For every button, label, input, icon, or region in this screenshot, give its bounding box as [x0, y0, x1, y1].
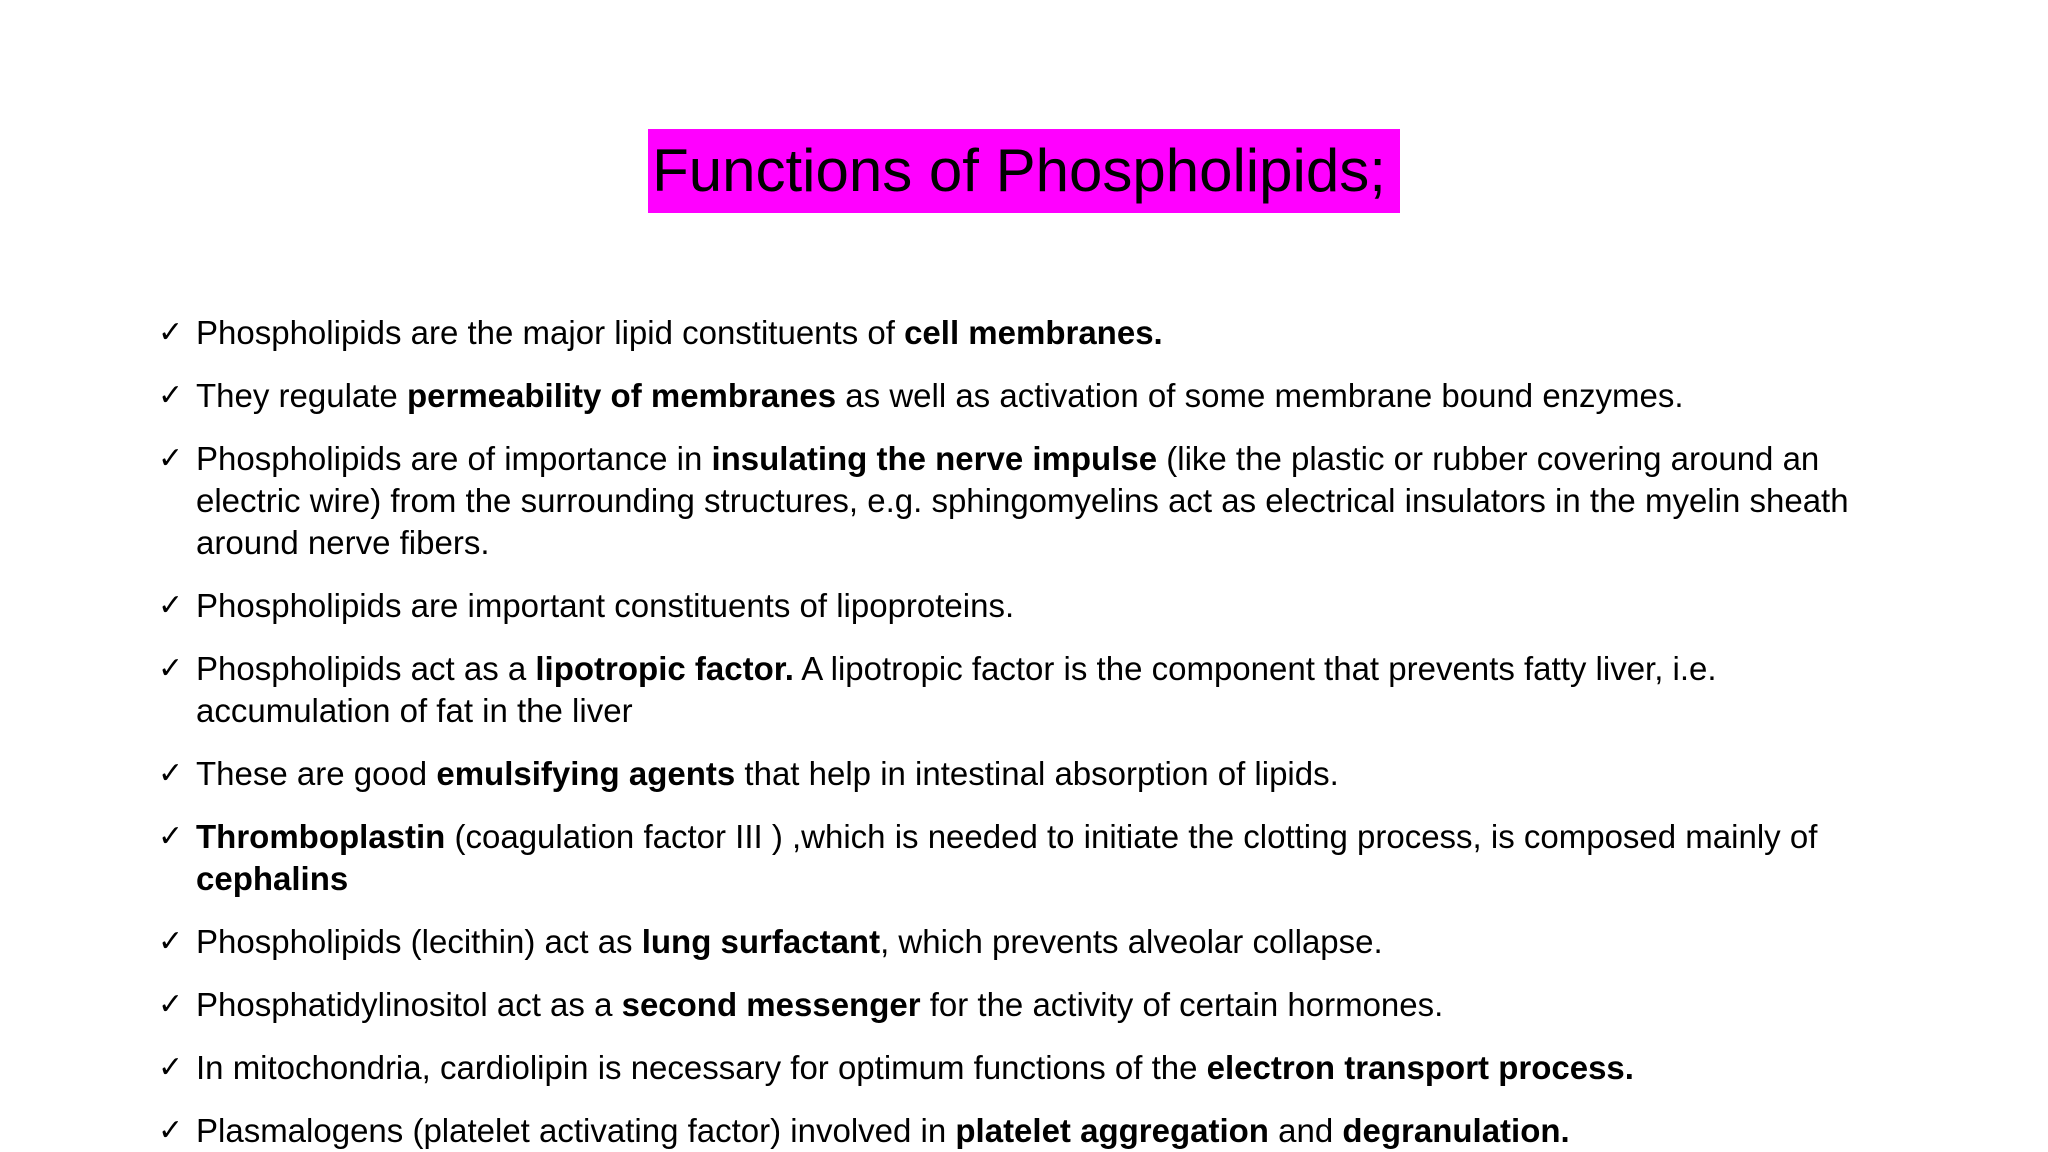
- text-run: Phosphatidylinositol act as a: [196, 986, 622, 1023]
- bold-term: insulating the nerve impulse: [711, 440, 1158, 477]
- bullet-item: [158, 816, 1918, 900]
- bold-term: degranulation.: [1342, 1112, 1570, 1149]
- title-container: [0, 129, 2048, 213]
- text-run: Phospholipids are important constituents of lipoproteins.: [196, 587, 1015, 624]
- text-run: They regulate: [196, 377, 407, 414]
- bullet-text: [196, 440, 1849, 561]
- bullet-item: [158, 585, 1918, 627]
- text-run: A lipotropic factor is the component that prevents fatty liver, i.e. accumulation of fat in the liver: [196, 650, 1717, 729]
- text-run: (like the plastic or rubber covering around an electric wire) from the surrounding structures, e.g. sphingomyelins act as electrical insulators in the myelin sheath around nerve fibers.: [196, 440, 1849, 561]
- text-run: , which prevents alveolar collapse.: [880, 923, 1383, 960]
- bold-term: platelet aggregation: [955, 1112, 1269, 1149]
- text-run: that help in intestinal absorption of lipids.: [735, 755, 1339, 792]
- check-icon: ✓: [158, 315, 184, 350]
- bullet-item: [158, 312, 1918, 354]
- bullet-item: [158, 375, 1918, 417]
- text-run: Phospholipids (lecithin) act as: [196, 923, 642, 960]
- bullet-item: [158, 1047, 1918, 1089]
- bullet-item: [158, 648, 1918, 732]
- check-icon: ✓: [158, 588, 184, 623]
- bullet-text: [196, 587, 1014, 624]
- bullet-text: [196, 1049, 1634, 1086]
- text-run: In mitochondria, cardiolipin is necessary for optimum functions of the: [196, 1049, 1207, 1086]
- text-run: Plasmalogens (platelet activating factor) involved in: [196, 1112, 956, 1149]
- text-run: Phospholipids act as a: [196, 650, 536, 687]
- bullet-text: [196, 314, 1163, 351]
- bold-term: electron transport process.: [1206, 1049, 1634, 1086]
- bullet-text: [196, 377, 1684, 414]
- bullet-text: [196, 923, 1383, 960]
- check-icon: ✓: [158, 819, 184, 854]
- check-icon: ✓: [158, 1113, 184, 1148]
- bullet-item: [158, 753, 1918, 795]
- bold-term: Thromboplastin: [196, 818, 446, 855]
- text-run: Phospholipids are the major lipid constituents of: [196, 314, 905, 351]
- check-icon: ✓: [158, 924, 184, 959]
- bullet-item: [158, 1110, 1918, 1152]
- text-run: as well as activation of some membrane bound enzymes.: [836, 377, 1684, 414]
- bold-term: cell membranes.: [904, 314, 1163, 351]
- text-run: Phospholipids are of importance in: [196, 440, 712, 477]
- bullet-text: [196, 650, 1717, 729]
- check-icon: ✓: [158, 756, 184, 791]
- check-icon: ✓: [158, 441, 184, 476]
- text-run: and: [1268, 1112, 1343, 1149]
- bold-term: permeability of membranes: [406, 377, 837, 414]
- slide-title: Functions of Phospholipids;: [648, 129, 1400, 213]
- bullet-text: [196, 1112, 1570, 1149]
- bullet-item: [158, 921, 1918, 963]
- bullet-text: [196, 986, 1443, 1023]
- bold-term: second messenger: [621, 986, 921, 1023]
- bullet-text: [196, 755, 1339, 792]
- check-icon: ✓: [158, 1050, 184, 1085]
- check-icon: ✓: [158, 378, 184, 413]
- bullet-text: [196, 818, 1817, 897]
- bullet-list: [158, 312, 1918, 1152]
- text-run: These are good: [196, 755, 437, 792]
- bullet-item: [158, 438, 1918, 564]
- bullet-item: [158, 984, 1918, 1026]
- bold-term: cephalins: [196, 860, 349, 897]
- check-icon: ✓: [158, 651, 184, 686]
- check-icon: ✓: [158, 987, 184, 1022]
- text-run: (coagulation factor III ) ,which is needed to initiate the clotting process, is composed mainly of: [445, 818, 1818, 855]
- text-run: for the activity of certain hormones.: [920, 986, 1444, 1023]
- bold-term: lung surfactant: [641, 923, 881, 960]
- bold-term: emulsifying agents: [436, 755, 736, 792]
- bold-term: lipotropic factor.: [535, 650, 794, 687]
